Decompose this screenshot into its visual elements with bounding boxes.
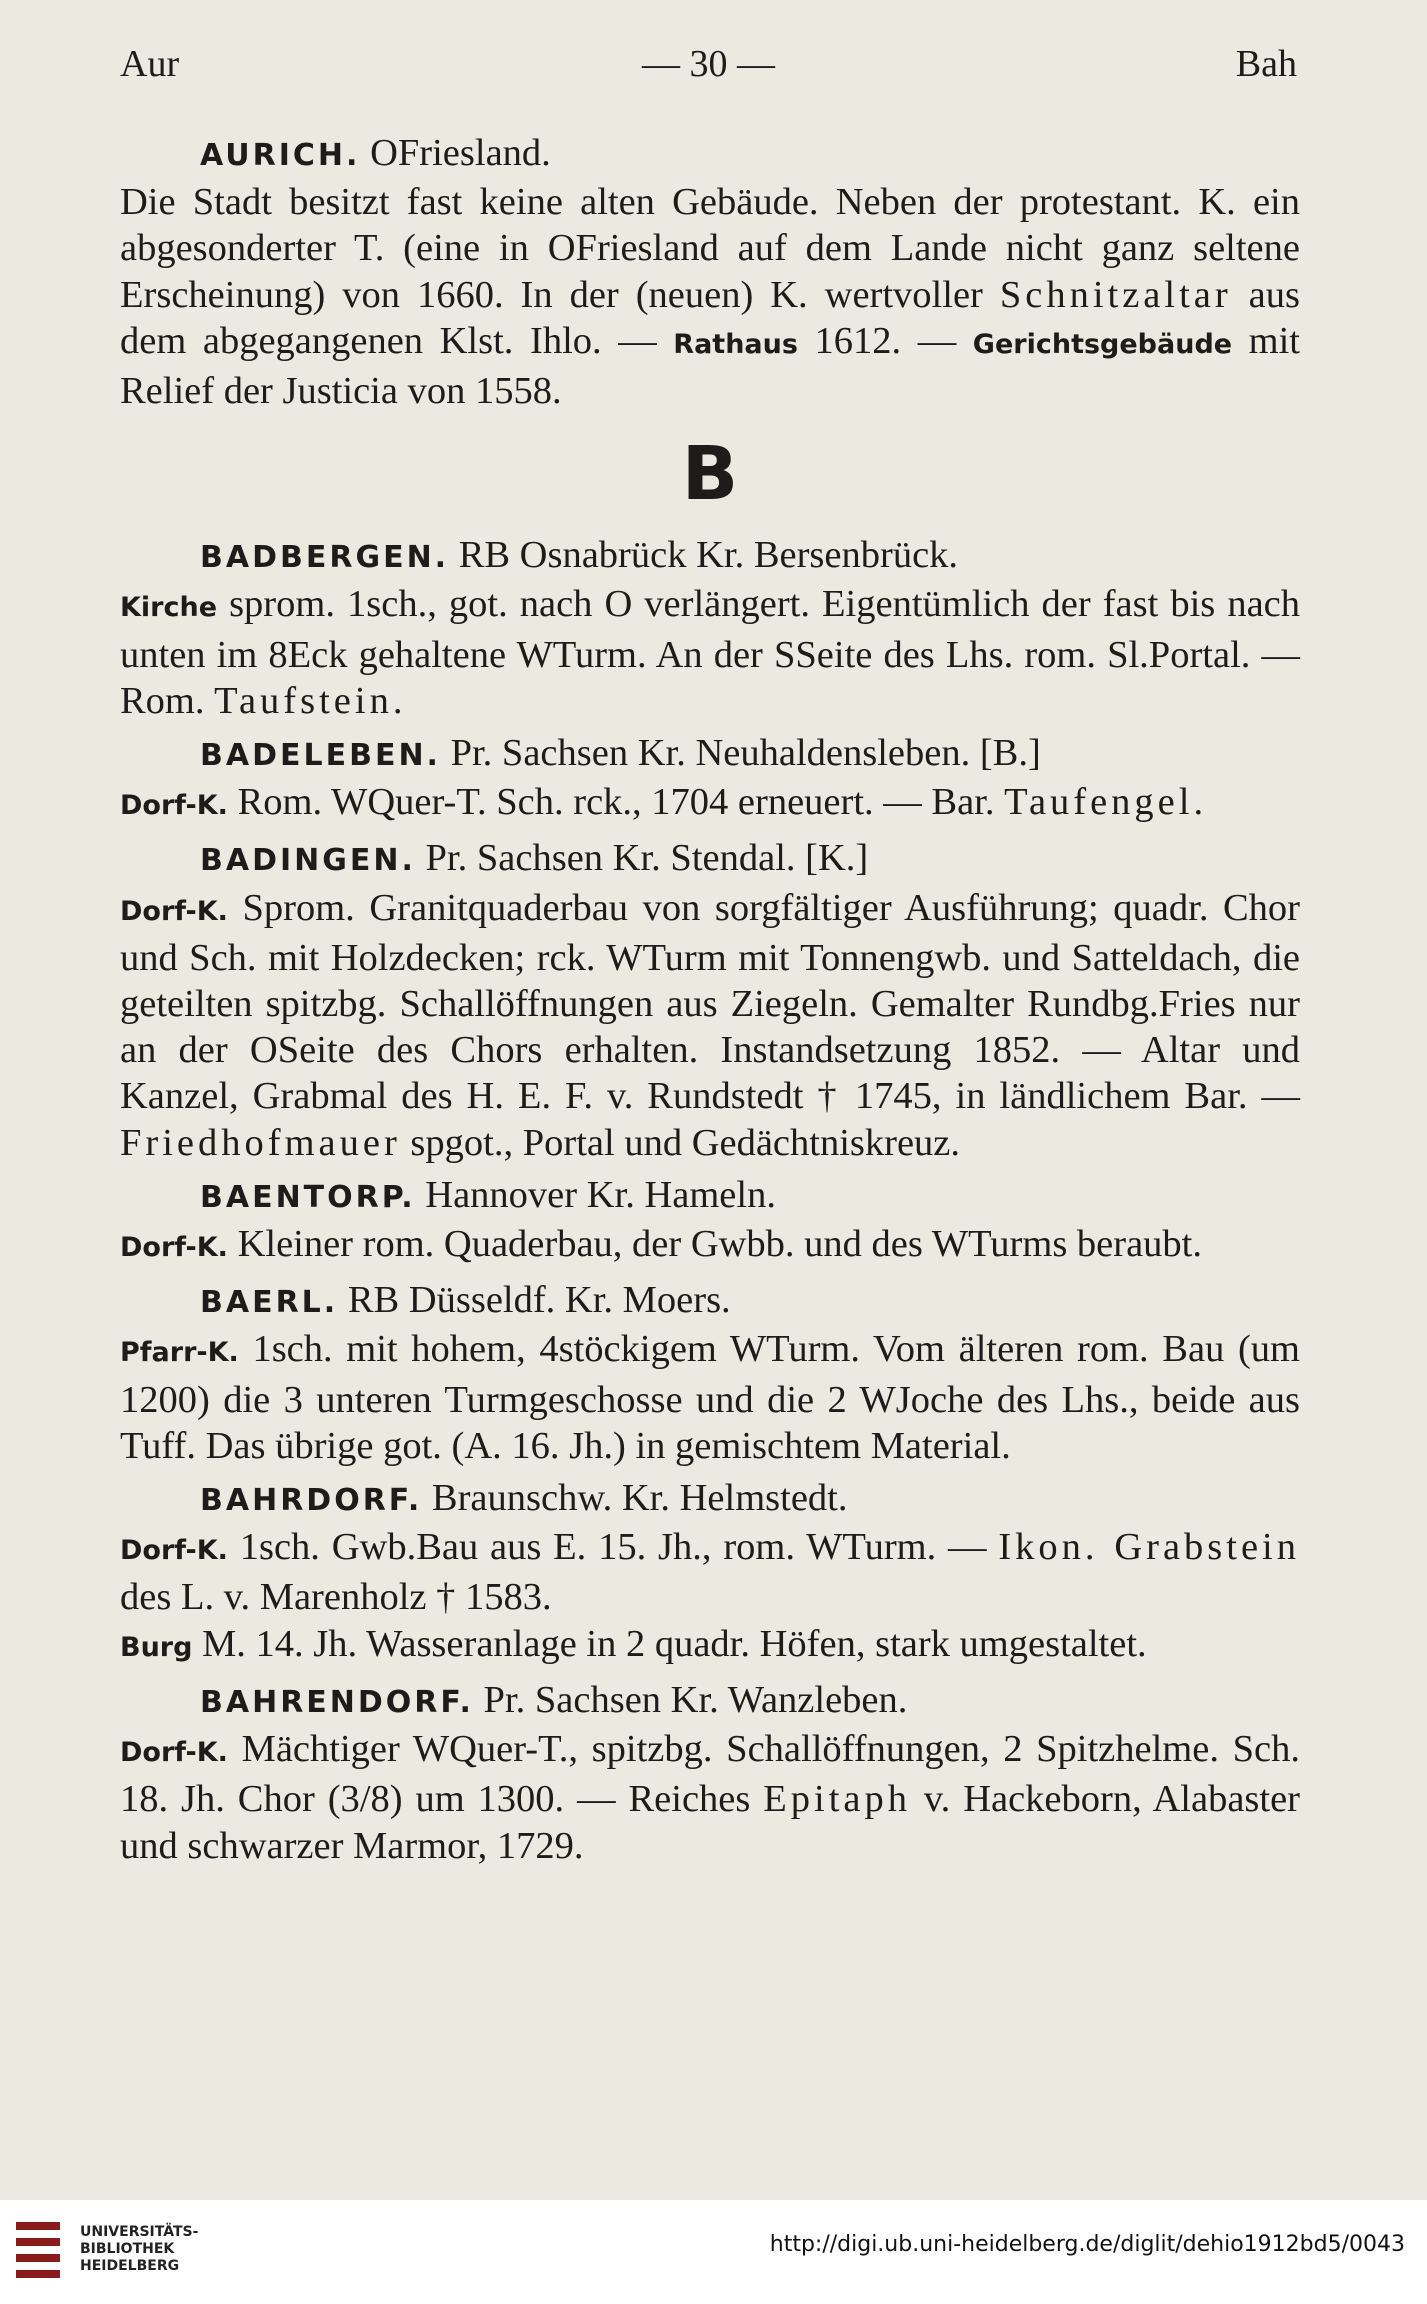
- entry-bahrendorf: BAHRENDORF. Pr. Sachsen Kr. Wanzleben.: [200, 1678, 908, 1721]
- keyword: Dorf-K.: [120, 790, 228, 822]
- keyword: Pfarr-K.: [120, 1337, 239, 1369]
- section-letter: B: [681, 431, 739, 518]
- entry-bahrdorf-burg: Burg M. 14. Jh. Wasseranlage in 2 quadr. Höfen, stark umgestaltet.: [120, 1622, 1147, 1665]
- keyword: Dorf-K.: [120, 895, 228, 927]
- entry-bahrdorf: BAHRDORF. Braunschw. Kr. Helmstedt.: [200, 1477, 848, 1520]
- entry-baentorp: BAENTORP. Hannover Kr. Hameln.: [200, 1173, 776, 1216]
- header-left: Aur: [120, 43, 180, 85]
- source-url-link[interactable]: http://digi.ub.uni-heidelberg.de/diglit/dehio1912bd5/0043: [769, 2232, 1405, 2257]
- keyword: Dorf-K.: [120, 1535, 228, 1567]
- entry-heading: BAHRDORF.: [200, 1483, 423, 1519]
- entry-baerl-text: Pfarr-K. 1sch. mit hohem, 4stöckigem WTurm. Vom älteren rom. Bau (um 1200) die 3 unteren Turmgeschosse und die 2 WJoche des Lhs., beide aus Tuff. Das übrige got. (A. 16. Jh.) in gemischtem Material.: [120, 1328, 1300, 1467]
- library-logo-text: UNIVERSITÄTS- BIBLIOTHEK HEIDELBERG: [80, 2224, 199, 2274]
- keyword: Dorf-K.: [120, 1737, 228, 1769]
- footer-bar: [0, 2200, 1427, 2304]
- entry-heading: BADBERGEN.: [200, 540, 450, 576]
- page-number: — 30 —: [642, 43, 775, 85]
- keyword: Dorf-K.: [120, 1232, 228, 1264]
- entry-aurich: AURICH. OFriesland.: [200, 132, 551, 174]
- entry-bahrendorf-text: Dorf-K. Mächtiger WQuer-T., spitzbg. Schallöffnungen, 2 Spitzhelme. Sch. 18. Jh. Chor (3/8) um 1300. — Reiches Epitaph v. Hackeborn, Alabaster und schwarzer Marmor, 1729.: [120, 1728, 1301, 1867]
- entry-heading: BAERL.: [200, 1285, 339, 1321]
- entry-heading: BAHRENDORF.: [200, 1684, 474, 1720]
- keyword: Burg: [120, 1631, 193, 1663]
- spaced-term: Friedhofmauer: [120, 1121, 401, 1164]
- library-logo-icon: [16, 2222, 60, 2278]
- fraction: 3/8: [340, 1778, 390, 1821]
- spaced-term: Ikon. Grabstein: [998, 1526, 1301, 1569]
- entry-heading: BADELEBEN.: [200, 738, 441, 774]
- entry-heading: BADINGEN.: [200, 843, 416, 879]
- entry-badeleben: BADELEBEN. Pr. Sachsen Kr. Neuhaldensleben. [B.]: [200, 732, 1041, 775]
- running-header: [120, 42, 1297, 102]
- keyword: Kirche: [120, 592, 218, 624]
- entry-baerl: BAERL. RB Düsseldf. Kr. Moers.: [200, 1279, 731, 1322]
- entry-badingen-text: Dorf-K. Sprom. Granitquaderbau von sorgfältiger Ausführung; quadr. Chor und Sch. mit Holzdecken; rck. WTurm mit Tonnengwb. und Satteldach, die geteilten spitzbg. Schallöffnungen aus Ziegeln. Gemalter Rundbg.Fries nur an der OSeite des Chors erhalten. Instandsetzung 1852. — Altar und Kanzel, Grabmal des H. E. F. v. Rundstedt † 1745, in ländlichem Bar. — Friedhofmauer spgot., Portal und Gedächtniskreuz.: [120, 886, 1300, 1164]
- entry-baentorp-text: Dorf-K. Kleiner rom. Quaderbau, der Gwbb. und des WTurms beraubt.: [120, 1223, 1202, 1266]
- entry-badbergen-text: Kirche sprom. 1sch., got. nach O verlängert. Eigentümlich der fast bis nach unten im 8Eck gehaltene WTurm. An der SSeite des Lhs. rom. Sl.Portal. — Rom. Taufstein.: [120, 583, 1300, 722]
- body-text: [120, 130, 1300, 1869]
- spaced-term: Epitaph: [763, 1778, 912, 1821]
- entry-badingen: BADINGEN. Pr. Sachsen Kr. Stendal. [K.]: [200, 837, 869, 880]
- entry-badeleben-text: Dorf-K. Rom. WQuer-T. Sch. rck., 1704 erneuert. — Bar. Taufengel.: [120, 781, 1208, 824]
- entry-badbergen: BADBERGEN. RB Osnabrück Kr. Bersenbrück.: [200, 534, 959, 577]
- entry-aurich-text: Die Stadt besitzt fast keine alten Gebäude. Neben der protestant. K. ein abgesonderter T. (eine in OFriesland auf dem Lande nicht ganz seltene Erscheinung) von 1660. In der (neuen) K. wertvoller Schnitzaltar aus dem abgegangenen Klst. Ihlo. — Rathaus 1612. — Gerichtsgebäude mit Relief der Justicia von 1558.: [120, 181, 1301, 413]
- entry-heading: BAENTORP.: [200, 1179, 416, 1215]
- spaced-term: Taufengel.: [1004, 781, 1208, 824]
- entry-heading: AURICH.: [200, 138, 361, 173]
- keyword: Rathaus: [673, 328, 798, 360]
- spaced-term: Taufstein.: [214, 679, 407, 722]
- spaced-term: Schnitzaltar: [999, 273, 1232, 316]
- entry-bahrdorf-text: Dorf-K. 1sch. Gwb.Bau aus E. 15. Jh., rom. WTurm. — Ikon. Grabstein des L. v. Marenholz † 1583.: [120, 1526, 1301, 1619]
- keyword: Gerichtsgebäude: [972, 328, 1233, 360]
- header-right: Bah: [1235, 43, 1297, 85]
